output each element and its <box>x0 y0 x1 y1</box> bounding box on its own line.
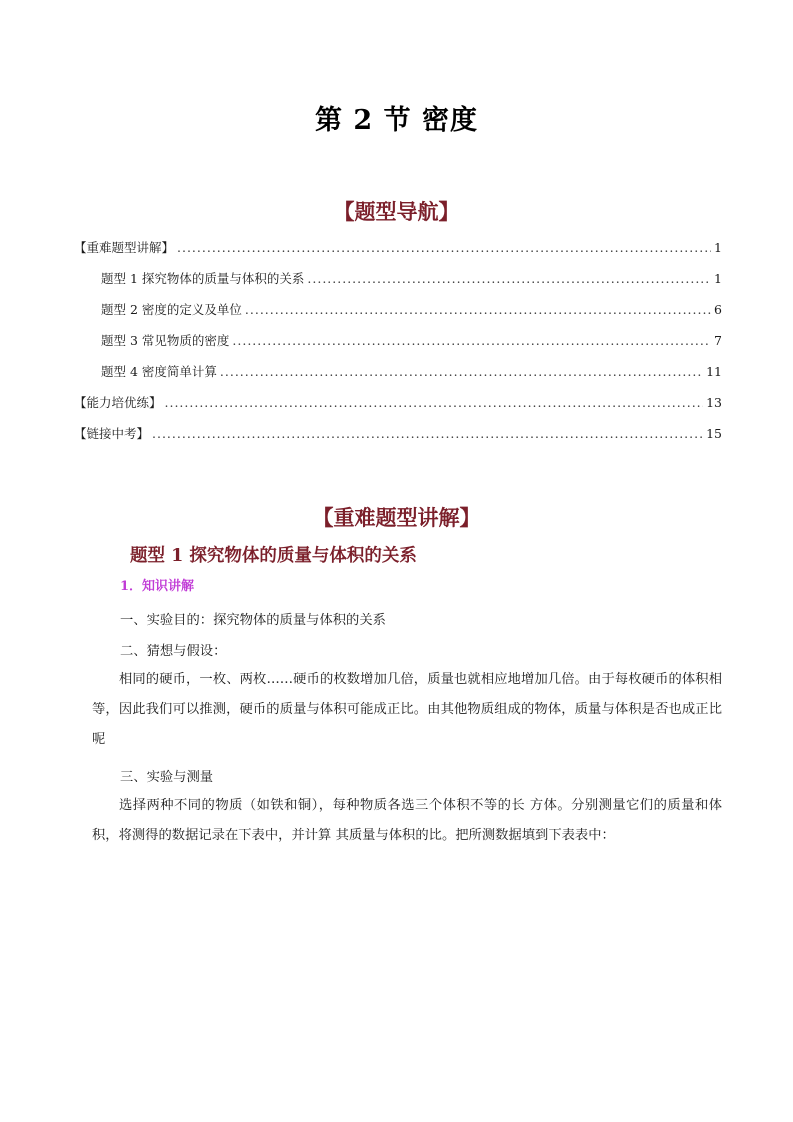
paragraph-text: 相同的硬币，一枚、两枚……硬币的枚数增加几倍，质量也就相应地增加几倍。由于每枚硬币的体积相等，因此我们可以推测，硬币的质量与体积可能成正比。由其他物质组成的物体，质量与体积是否也成正比呢 <box>92 672 722 747</box>
toc-entry-label: 题型 3 常见物质的密度 <box>101 333 230 348</box>
toc-entry[interactable] <box>74 393 722 424</box>
toc-entry[interactable] <box>74 238 722 269</box>
measurement-heading: 三、实验与测量 <box>120 770 214 785</box>
hypothesis-paragraph <box>92 665 722 755</box>
nav-heading: 【题型导航】 <box>333 199 460 224</box>
toc-entry[interactable] <box>74 331 722 362</box>
toc-leader-dots <box>307 271 711 286</box>
toc-leader-dots <box>232 333 711 348</box>
toc-entry[interactable] <box>74 300 722 331</box>
toc-entry-label: 题型 1 探究物体的质量与体积的关系 <box>101 271 305 286</box>
section-heading: 【重难题型讲解】 <box>312 505 481 530</box>
toc-leader-dots <box>245 302 711 317</box>
measurement-paragraph <box>92 791 722 851</box>
toc-entry[interactable] <box>74 269 722 300</box>
toc-entry-label: 【能力培优练】 <box>74 395 162 410</box>
toc-entry-label: 题型 2 密度的定义及单位 <box>101 302 242 317</box>
toc-leader-dots <box>152 426 703 441</box>
paragraph-text: 选择两种不同的物质（如铁和铜），每种物质各选三个体积不等的长 方体。分别测量它们的质量和体积，将测得的数据记录在下表中，并计算 其质量与体积的比。把所测数据填到下表表中： <box>92 798 722 843</box>
page-title: 第 2 节 密度 <box>315 105 478 136</box>
toc-entry-page: 6 <box>714 302 722 317</box>
toc-entry-page: 1 <box>714 240 722 255</box>
table-of-contents <box>74 238 722 455</box>
toc-entry-page: 7 <box>714 333 722 348</box>
hypothesis-heading: 二、猜想与假设： <box>120 644 227 659</box>
toc-leader-dots <box>220 364 703 379</box>
toc-entry-label: 【链接中考】 <box>74 426 150 441</box>
experiment-purpose: 一、实验目的：探究物体的质量与体积的关系 <box>120 613 386 628</box>
toc-entry[interactable] <box>74 424 722 455</box>
toc-entry-page: 15 <box>706 426 722 441</box>
toc-entry-page: 13 <box>706 395 722 410</box>
topic-heading: 题型 1 探究物体的质量与体积的关系 <box>130 546 417 566</box>
toc-entry[interactable] <box>74 362 722 393</box>
toc-entry-label: 【重难题型讲解】 <box>74 240 175 255</box>
toc-entry-page: 11 <box>706 364 722 379</box>
toc-entry-page: 1 <box>714 271 722 286</box>
toc-leader-dots <box>177 240 711 255</box>
subpoint-heading: 1．知识讲解 <box>120 579 195 594</box>
toc-entry-label: 题型 4 密度简单计算 <box>101 364 217 379</box>
toc-leader-dots <box>165 395 704 410</box>
